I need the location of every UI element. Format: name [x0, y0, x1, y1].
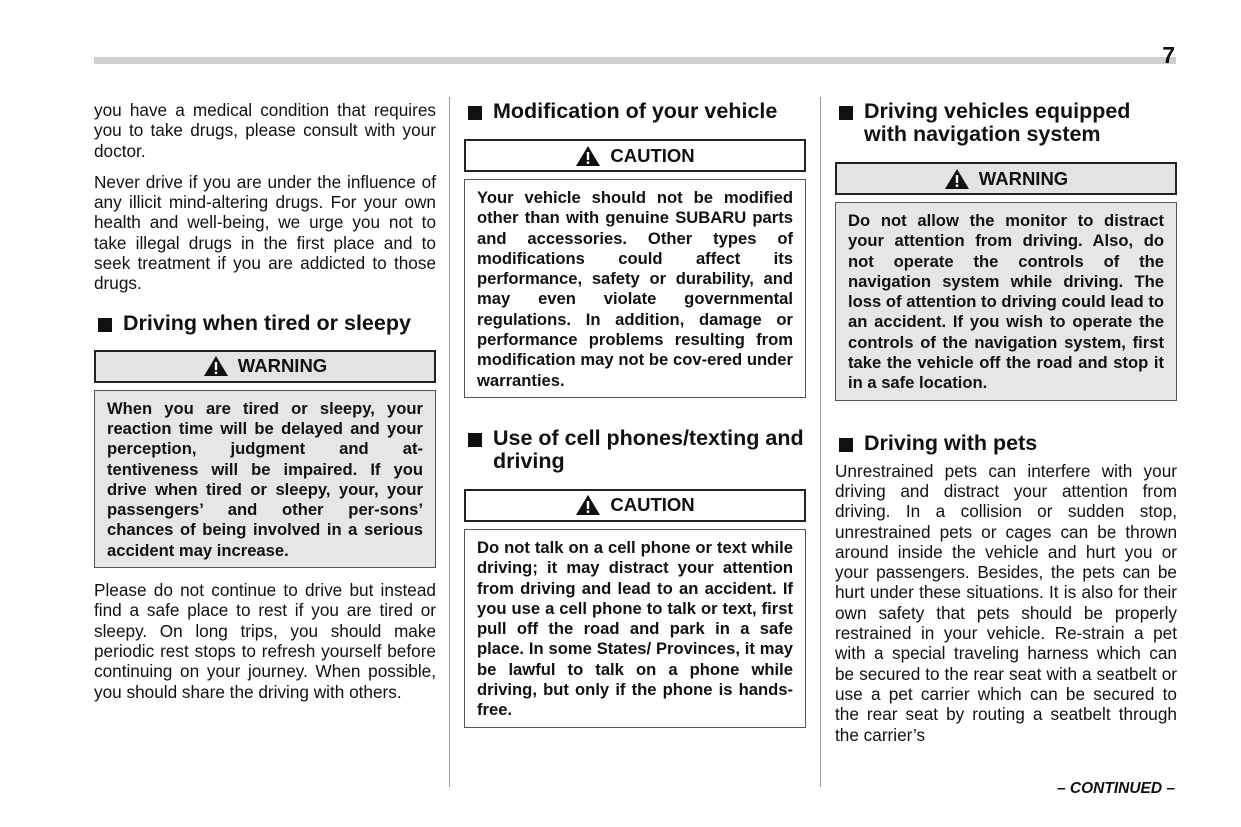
- header-rule: [94, 57, 1176, 64]
- caution-header: [464, 139, 806, 172]
- caution-text: Your vehicle should not be modified other than with genuine SUBARU parts and accessories. Other types of modifications could affect its performance, safety or durability, and may even violate governmental regulations. In addition, damage or performance problems resulting from modification may not be cov-ered under warranties.: [464, 179, 806, 398]
- section-heading: [835, 100, 1177, 146]
- caution-box: [464, 489, 806, 728]
- column-middle: [464, 100, 806, 728]
- caution-box: [464, 139, 806, 398]
- paragraph: you have a medical condition that requires you to take drugs, please consult with your doctor.: [94, 100, 436, 161]
- square-bullet-icon: [839, 106, 853, 120]
- paragraph: Unrestrained pets can interfere with your driving and distract your attention from driving. In a collision or sudden stop, unrestrained pets or cages can be thrown around inside the vehicle and hurt you or your passengers. Besides, the pets can be hurt under these situations. It is also for their own safety that pets should be properly restrained in your vehicle. Re-strain a pet with a special traveling harness which can be secured to the rear seat with a seatbelt or use a pet carrier which can be secured to the rear seat by routing a seatbelt through the carrier’s: [835, 460, 1177, 745]
- square-bullet-icon: [98, 318, 112, 332]
- square-bullet-icon: [468, 106, 482, 120]
- section-heading-text: Driving vehicles equipped with navigation system: [864, 99, 1131, 146]
- section-heading: [464, 100, 806, 123]
- caution-label: CAUTION: [610, 144, 695, 166]
- caution-header: [464, 489, 806, 522]
- square-bullet-icon: [839, 438, 853, 452]
- warning-triangle-icon: [575, 145, 601, 167]
- warning-label: WARNING: [237, 355, 328, 377]
- section-heading: [464, 427, 806, 473]
- warning-triangle-icon: [203, 355, 229, 377]
- warning-text: Do not allow the monitor to distract your attention from driving. Also, do not operate the controls of the navigation system while driving. The loss of attention to driving could lead to an accident. If you wish to operate the controls of the navigation system, first take the vehicle off the road and stop it in a safe location.: [835, 202, 1177, 401]
- column-divider: [820, 97, 821, 787]
- warning-label: WARNING: [978, 167, 1069, 189]
- warning-header: [835, 162, 1177, 195]
- column-right: [835, 100, 1177, 745]
- warning-text: When you are tired or sleepy, your reaction time will be delayed and your perception, judgment and at-tentiveness will be impaired. If you drive when tired or sleepy, your, your passengers’ and other per-sons’ chances of being involved in a serious accident may increase.: [94, 390, 436, 568]
- warning-header: [94, 350, 436, 383]
- caution-label: CAUTION: [610, 494, 695, 516]
- section-heading-text: Driving with pets: [864, 430, 1038, 455]
- warning-triangle-icon: [944, 168, 970, 190]
- section-heading-text: Modification of your vehicle: [493, 99, 778, 123]
- square-bullet-icon: [468, 433, 482, 447]
- continued-label: – CONTINUED –: [1057, 780, 1175, 797]
- section-heading-text: Driving when tired or sleepy: [123, 310, 411, 335]
- column-left: [94, 100, 436, 702]
- column-divider: [449, 97, 450, 787]
- warning-triangle-icon: [575, 494, 601, 516]
- section-heading-text: Use of cell phones/texting and driving: [493, 425, 804, 473]
- paragraph: Please do not continue to drive but instead find a safe place to rest if you are tired or sleepy. On long trips, you should make periodic rest stops to refresh yourself before continuing on your journey. When possible, you should share the driving with others.: [94, 580, 436, 702]
- section-heading: [835, 432, 1177, 455]
- warning-box: [835, 162, 1177, 401]
- paragraph: Never drive if you are under the influence of any illicit mind-altering drugs. For your own health and well-being, we urge you not to take illegal drugs in the first place and to seek treatment if you are addicted to those drugs.: [94, 171, 436, 294]
- warning-box: [94, 350, 436, 568]
- page-number: 7: [1162, 42, 1175, 68]
- section-heading: [94, 312, 436, 335]
- caution-text: Do not talk on a cell phone or text while driving; it may distract your attention from driving and lead to an accident. If you use a cell phone to talk or text, first pull off the road and park in a safe place. In some States/ Provinces, it may be lawful to talk on a phone while driving, but only if the phone is hands-free.: [464, 529, 806, 728]
